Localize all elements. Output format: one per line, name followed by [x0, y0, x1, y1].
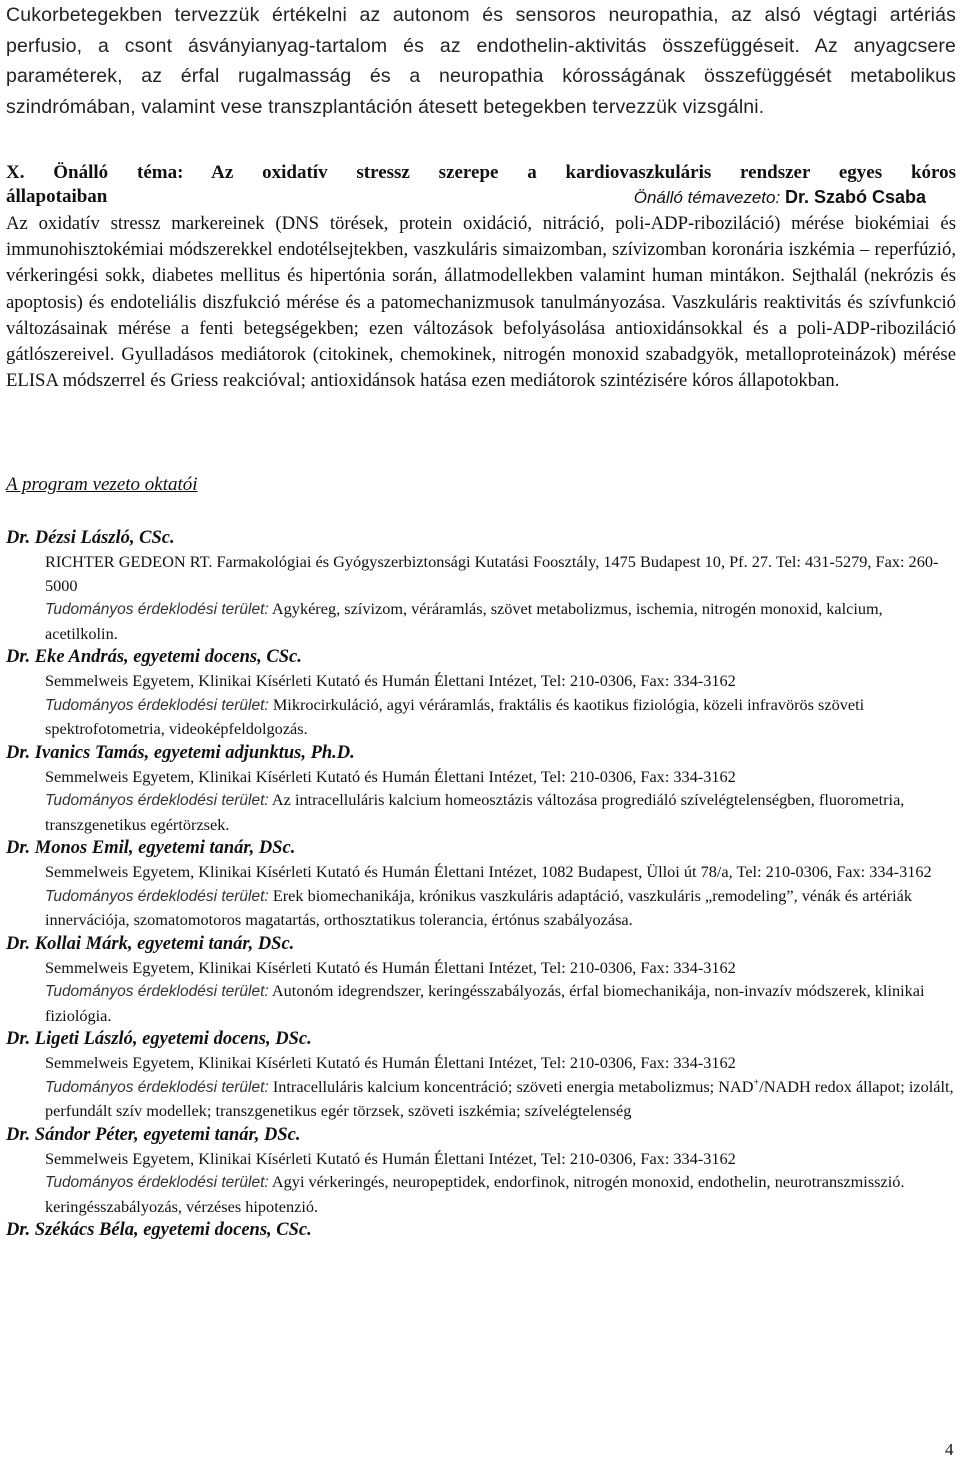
staff-interest — [6, 788, 956, 836]
staff-address: Semmelweis Egyetem, Klinikai Kísérleti Kutató és Humán Élettani Intézet, Tel: 210-0306, Fax: 334-3162 — [45, 1148, 736, 1168]
interest-text-pre: Intracelluláris kalcium koncentráció; szöveti energia metabolizmus; NAD — [272, 1076, 754, 1096]
interest-label: Tudományos érdeklodési terület: — [45, 601, 269, 619]
staff-entry — [6, 741, 956, 837]
staff-interest — [6, 884, 956, 932]
interest-label: Tudományos érdeklodési terület: — [45, 792, 269, 810]
staff-entry — [6, 526, 956, 645]
interest-label: Tudományos érdeklodési terület: — [45, 887, 269, 905]
staff-name: Dr. Dézsi László, CSc. — [6, 528, 175, 549]
staff-address: Semmelweis Egyetem, Klinikai Kísérleti Kutató és Humán Élettani Intézet, Tel: 210-0306, Fax: 334-3162 — [45, 671, 736, 691]
interest-text: Agyi vérkeringés, neuropeptidek, endorfinok, nitrogén monoxid, endothelin, neurotranszmisszió. keringésszabályozás, vérzéses hipotenzió. — [45, 1172, 905, 1216]
staff-name: Dr. Eke András, egyetemi docens, CSc. — [6, 647, 302, 668]
interest-label: Tudományos érdeklodési terület: — [45, 696, 269, 714]
page-number: 4 — [945, 1440, 954, 1459]
staff-name: Dr. Monos Emil, egyetemi tanár, DSc. — [6, 838, 296, 859]
staff-address: Semmelweis Egyetem, Klinikai Kísérleti Kutató és Humán Élettani Intézet, 1082 Budapest, Ülloi út 78/a, Tel: 210-0306, Fax: 334-3162 — [45, 862, 932, 882]
staff-name: Dr. Sándor Péter, egyetemi tanár, DSc. — [6, 1124, 301, 1145]
interest-label: Tudományos érdeklodési terület: — [45, 1174, 269, 1192]
interest-text: Agykéreg, szívizom, véráramlás, szövet metabolizmus, ischemia, nitrogén monoxid, kalcium, acetilkolin. — [45, 599, 883, 643]
staff-entry — [6, 1027, 956, 1123]
staff-entry — [6, 1123, 956, 1219]
staff-address: Semmelweis Egyetem, Klinikai Kísérleti Kutató és Humán Élettani Intézet, Tel: 210-0306, Fax: 334-3162 — [45, 1053, 736, 1073]
supervisor-name: Dr. Szabó Csaba — [784, 187, 926, 207]
intro-paragraph: Cukorbetegekben tervezzük értékelni az autonom és sensoros neuropathia, az alsó végtagi artériás perfusio, a csont ásványianyag-tartalom és az endothelin-aktivitás összefüggéseit. Az anyagcsere paraméterek, az érfal rugalmasság és a neuropathia kórosságának összefüggését metabolikus szindrómában, valamint vese transzplantáción átesett betegekben tervezzük vizsgálni. — [6, 4, 956, 118]
topic-heading: X. Önálló téma: Az oxidatív stressz szerepe a kardiovaszkuláris rendszer egyes kóros — [6, 162, 956, 183]
staff-entry — [6, 836, 956, 932]
interest-text: Az intracelluláris kalcium homeosztázis változása progrediáló szívelégtelenségben, fluorometria, transzgenetikus egértörzsek. — [45, 790, 905, 834]
staff-name: Dr. Ligeti László, egyetemi docens, DSc. — [6, 1029, 312, 1050]
staff-name: Dr. Székács Béla, egyetemi docens, CSc. — [6, 1220, 312, 1241]
section-title: A program vezeto oktatói — [6, 474, 198, 496]
staff-entry — [6, 645, 956, 741]
staff-address: Semmelweis Egyetem, Klinikai Kísérleti Kutató és Humán Élettani Intézet, Tel: 210-0306, Fax: 334-3162 — [45, 766, 736, 786]
staff-interest — [6, 1170, 956, 1218]
interest-label: Tudományos érdeklodési terület: — [45, 1078, 269, 1096]
document-page — [6, 0, 956, 1242]
staff-interest — [6, 597, 956, 645]
staff-name: Dr. Kollai Márk, egyetemi tanár, DSc. — [6, 933, 295, 954]
interest-text: Mikrocirkuláció, agyi véráramlás, fraktális és kaotikus fiziológia, közeli infravörös szöveti spektrofotometria, videoképfeldolgozás. — [45, 694, 865, 739]
interest-label: Tudományos érdeklodési terület: — [45, 983, 269, 1001]
interest-text: Autonóm idegrendszer, keringésszabályozás, érfal biomechanikája, non-invazív módszerek, klinikai fiziológia. — [45, 981, 925, 1025]
staff-interest — [6, 1075, 956, 1123]
staff-name: Dr. Ivanics Tamás, egyetemi adjunktus, Ph.D. — [6, 742, 355, 763]
topic-body: Az oxidatív stressz markereinek (DNS törések, protein oxidáció, nitráció, poli-ADP-riboziláció) mérése biokémiai és immunohisztokémiai módszerekkel endotélsejtekben, vaszkuláris simaizomban, szívizomban koronária iszkémia – reperfúzió, vérkeringési sokk, diabetes mellitus és hipertónia során, állatmodellekben valamint human mintákon. Sejthalál (nekrózis és apoptosis) és endoteliális diszfukció mérése és a patomechanizmusok tanulmányozása. Vaszkuláris reaktivitás és szívfunkció változásainak mérése a fenti betegségekben; ezen változások befolyásolása antioxidánsokkal és a poli-ADP-riboziláció gátlószereivel. Gyulladásos mediátorok (citokinek, chemokinek, nitrogén monoxid szabadgyök, metalloproteinázok) mérése ELISA módszerrel és Griess reakcióval; antioxidánsok hatása ezen mediátorok szintézisére kóros állapotokban. — [6, 213, 956, 392]
supervisor — [634, 186, 956, 209]
staff-interest — [6, 979, 956, 1027]
topic-subline — [6, 186, 956, 209]
interest-text: /NADH redox állapot; izolált, perfundált szív modellek; transzgenetikus egér törzsek, szöveti iszkémia; szívelégtelenség — [45, 1076, 954, 1121]
interest-text: Erek biomechanikája, krónikus vaszkuláris adaptáció, vaszkuláris „remodeling”, vénák és artériák innervációja, szomatomotoros magatartás, orthosztatikus tolerancia, értónus szabályozása. — [45, 885, 913, 930]
supervisor-label: Önálló témavezeto: — [633, 188, 781, 207]
staff-interest — [6, 693, 956, 741]
staff-address: RICHTER GEDEON RT. Farmakológiai és Gyógyszerbiztonsági Kutatási Foosztály, 1475 Budapest 10, Pf. 27. Tel: 431-5279, Fax: 260-5000 — [45, 552, 939, 595]
superscript-plus: + — [753, 1077, 760, 1089]
staff-entry — [6, 1218, 956, 1242]
staff-address: Semmelweis Egyetem, Klinikai Kísérleti Kutató és Humán Élettani Intézet, Tel: 210-0306, Fax: 334-3162 — [45, 957, 736, 977]
topic-heading-continuation: állapotaiban — [6, 186, 108, 207]
staff-list — [6, 526, 956, 1242]
staff-entry — [6, 932, 956, 1028]
